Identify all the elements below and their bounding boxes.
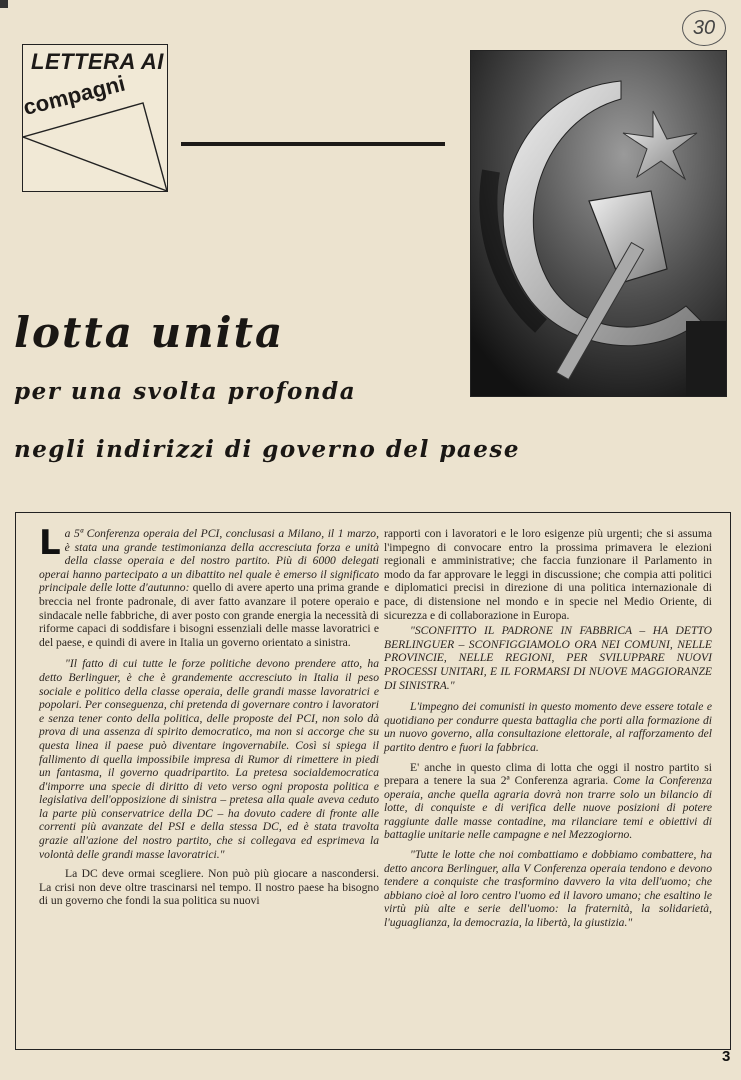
right-paragraph-5: "Tutte le lotte che noi combattiamo e dobbiamo combattere, ha detto ancora Berlinguer, alla V Conferenza operaia tendono e devono tendere a conquiste che trasformino davvero la vita dell'uomo; che abbiano cioè al loro centro l'uomo ed il lavoro umano; che esaltino le virtù più alte e serie dell'uomo: la fraternità, la solidarietà, l'uguaglianza, la democrazia, la libertà, la giustizia." (384, 848, 712, 930)
right-paragraph-1: rapporti con i lavoratori e le loro esigenze più urgenti; che si assuma l'impegno di convocare entro la prossima primavera le elezioni regionali e amministrative; che faccia funzionare il Parlamento in modo da far approvare le leggi in discussione; che compia atti politici e diplomatici precisi in direzione di una politica internazionale di pace, di distensione nel mondo e in specie nel Medio Oriente, di sicurezza e di collaborazione in Europa. (384, 527, 712, 622)
left-paragraph-3: La DC deve ormai scegliere. Non può più giocare a nascondersi. La crisi non deve oltre trascinarsi nel tempo. Il nostro paese ha bisogno di un governo che fondi la sua politica su nuovi (39, 867, 379, 908)
headline-subtitle-1: per una svolta profonda (14, 378, 357, 405)
headline-subtitle-2: negli indirizzi di governo del paese (14, 436, 521, 463)
logo-title: LETTERA AI (31, 49, 164, 74)
corner-mark (0, 0, 8, 8)
article-column-left (39, 523, 379, 908)
hammer-sickle-photo (470, 50, 727, 397)
logo-subtitle: compagni (20, 70, 128, 121)
left-paragraph-1: a 5ª Conferenza operaia del PCI, conclusasi a Milano, il 1 marzo, è stata una grande testimonianza della accresciuta forza e unità della classe operaia e del nostro partito. Più di 6000 delegati operai hanno partecipato a un dibattito nel quale è emerso il significato principale delle lotte d'autunno: (39, 527, 379, 595)
drop-cap: L (39, 523, 61, 563)
page-number: 3 (722, 1048, 731, 1065)
left-paragraph-1b: quello di avere aperto una prima grande breccia nel fronte padronale, di aver fatto avanzare il potere operaio e sindacale nelle fabbriche, di aver posto con grande energia la necessità di riforme capaci di soddisfare i bisogni essenziali delle masse lavoratrici e del paese, e quindi di avere in Italia un governo orientato a sinistra. (39, 581, 379, 649)
headline-title: lotta unita (14, 308, 285, 357)
right-paragraph-2: "SCONFITTO IL PADRONE IN FABBRICA – HA DETTO BERLINGUER – SCONFIGGIAMOLO ORA NEI COMUNI, NELLE PROVINCIE, NELLE REGIONI, PER SVILUPPARE NUOVI PROCESSI UNITARI, E IL FORMARSI DI NUOVE MAGGIORANZE DI SINISTRA." (384, 624, 712, 692)
header-rule (181, 142, 445, 146)
left-paragraph-2: "Il fatto di cui tutte le forze politiche devono prendere atto, ha detto Berlinguer, è che è grandemente accresciuto in Italia il peso sociale e politico della classe operaia, delle grandi masse lavoratrici e popolari. Per conseguenza, chi pretenda di governare contro i lavoratori e senza tener conto della politica, delle proposte del PCI, non solo dà prova di una assenza di spirito democratico, ma non si accorge che su questa linea il paese può diventare ingovernabile. Così si spiega il fallimento di quella impossibile impresa di Rumor di rimettere in piedi un fantasma, il governo quadripartito. La pretesa socialdemocratica d'imporre una specie di diritto di veto verso ogni proposta politica e legislativa dell'opposizione di sinistra – pretesa alla quale aveva ceduto la parte più conservatrice della DC – ha dovuto cadere di fronte alle correnti più avanzate del PSI e della stessa DC, ed è stata travolta grazie all'azione del nostro partito, che si collegava ed esprimeva la volontà delle grandi masse lavoratrici." (39, 657, 379, 861)
section-logo (22, 44, 168, 192)
right-paragraph-3: L'impegno dei comunisti in questo momento deve essere totale e quotidiano per condurre questa battaglia che porti alla formazione di un nuovo governo, alla consultazione elettorale, al rafforzamento del partito dentro e fuori la fabbrica. (384, 700, 712, 754)
right-paragraph-4b: Come la Conferenza operaia, anche quella agraria dovrà non trarre solo un bilancio di lotte, di conquiste e di verifica delle nuove posizioni di potere raggiunte dalle masse contadine, ma rilanciare temi e obiettivi di battaglie unitarie nelle campagne e nel Mezzogiorno. (384, 774, 712, 842)
right-paragraph-4: E' anche in questo clima di lotta che oggi il nostro partito si prepara a tenere la sua 2ª Conferenza agraria. (384, 760, 712, 788)
article-box (15, 512, 731, 1050)
hammer-sickle-icon (471, 51, 726, 396)
article-column-right (384, 527, 712, 930)
handwritten-page-mark: 30 (682, 10, 726, 46)
